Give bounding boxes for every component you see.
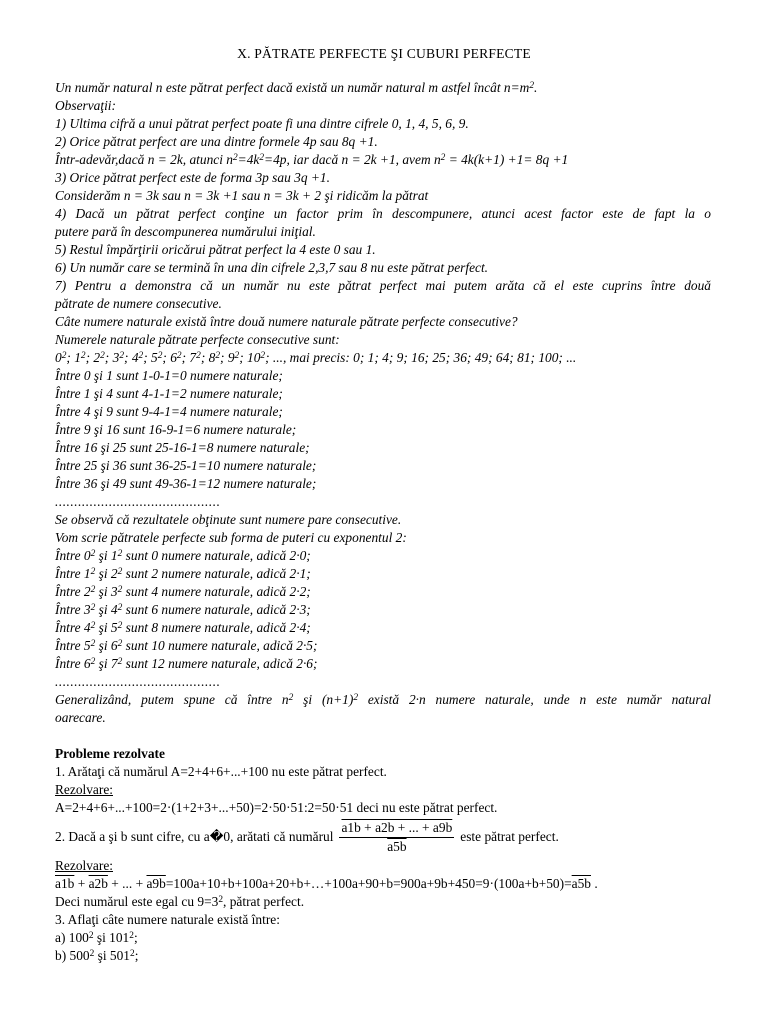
observation-even: Se observă că rezultatele obţinute sunt numere pare consecutive. [55, 512, 402, 527]
separator: ; [85, 350, 94, 365]
solution-label-2: Rezolvare: [55, 858, 113, 873]
between-line: Între 4 şi 9 sunt 9-4-1=4 numere naturale; [55, 404, 283, 419]
superscript: 2 [234, 350, 240, 361]
text: şi [95, 656, 111, 671]
observation-2-proof [55, 151, 711, 169]
superscript: 2 [90, 584, 96, 595]
power-line [55, 583, 711, 601]
power-base: 2 [83, 584, 91, 599]
superscript: 2 [61, 350, 67, 361]
problem-2-solution [55, 875, 711, 893]
page-title: X. PĂTRATE PERFECTE ŞI CUBURI PERFECTE [237, 46, 531, 61]
text: sunt 10 numere naturale, adică 2·5; [122, 638, 318, 653]
power-base: 3 [110, 584, 118, 599]
powers-intro: Vom scrie pătratele perfecte sub forma de puteri cu exponentul 2: [55, 530, 407, 545]
square-base: 8 [208, 350, 216, 365]
overlined-number: a1b [55, 876, 75, 891]
superscript: 2 [117, 548, 123, 559]
power-base: 0 [83, 548, 91, 563]
superscript: 2 [215, 350, 221, 361]
square-base: 7 [189, 350, 197, 365]
superscript: 2 [117, 656, 123, 667]
text: 0, arătati că numărul [223, 829, 334, 844]
fraction [339, 819, 454, 856]
superscript: 2 [117, 566, 123, 577]
text: şi [95, 566, 111, 581]
text: este pătrat perfect. [460, 829, 559, 844]
problem-2 [55, 817, 711, 857]
text: şi 101 [93, 930, 130, 945]
square-base: 9 [227, 350, 235, 365]
document-body [55, 79, 711, 965]
text: sunt 8 numere naturale, adică 2·4; [122, 620, 311, 635]
generalization-line1 [55, 691, 711, 709]
power-base: 3 [83, 602, 91, 617]
superscript: 2 [100, 350, 105, 361]
text: a) 100 [55, 930, 89, 945]
between-list [55, 367, 711, 493]
power-line [55, 565, 711, 583]
text: =4k [237, 152, 260, 167]
power-base: 7 [110, 656, 118, 671]
superscript: 2 [218, 894, 224, 905]
square-base: 4 [131, 350, 139, 365]
observation-1: 1) Ultima cifră a unui pătrat perfect poate fi una dintre cifrele 0, 1, 4, 5, 6, 9. [55, 116, 469, 131]
superscript: 2 [90, 656, 96, 667]
dots-separator-2: ........................................... [55, 674, 221, 689]
text: ; [134, 948, 139, 963]
text: Între [55, 620, 84, 635]
text: şi [95, 602, 111, 617]
power-line [55, 601, 711, 619]
text: , pătrat perfect. [223, 894, 305, 909]
definition [55, 79, 711, 97]
square-base: 5 [151, 350, 158, 365]
power-line [55, 547, 711, 565]
superscript: 2 [90, 566, 96, 577]
separator: ; [162, 350, 171, 365]
powers-list [55, 547, 711, 673]
overlined-number: a5b [571, 876, 591, 891]
text: Între [55, 584, 84, 599]
superscript: 2 [138, 350, 144, 361]
text: Între [55, 638, 84, 653]
superscript: 2 [130, 948, 135, 959]
power-base: 6 [110, 638, 118, 653]
square-base: 1 [74, 350, 81, 365]
between-line: Între 9 şi 16 sunt 16-9-1=6 numere naturale; [55, 422, 297, 437]
problem-2-conclusion [55, 893, 711, 911]
text: = 4k(k+1) +1= 8q +1 [445, 152, 569, 167]
superscript: 2 [259, 152, 265, 163]
power-base: 5 [83, 638, 91, 653]
power-line [55, 655, 711, 673]
problem-3: 3. Aflaţi câte numere naturale există între: [55, 912, 280, 927]
separator: ; [104, 350, 113, 365]
text: sunt 6 numere naturale, adică 2·3; [122, 602, 311, 617]
between-line: Între 25 şi 36 sunt 36-25-1=10 numere naturale; [55, 458, 317, 473]
superscript: 2 [80, 350, 86, 361]
observation-2: 2) Orice pătrat perfect are una dintre formele 4p sau 8q +1. [55, 134, 378, 149]
superscript: 2 [353, 692, 358, 703]
text: + ... + [107, 876, 147, 891]
square-base: 10 [247, 350, 261, 365]
text: sunt 4 numere naturale, adică 2·2; [122, 584, 311, 599]
text: Între [55, 566, 84, 581]
observation-3-proof: Considerăm n = 3k sau n = 3k +1 sau n = 3k + 2 şi ridicăm la pătrat [55, 188, 429, 203]
text: + [74, 876, 89, 891]
observation-6: 6) Un număr care se termină în una din cifrele 2,3,7 sau 8 nu este pătrat perfect. [55, 260, 489, 275]
separator: ; [66, 350, 75, 365]
between-line: Între 16 şi 25 sunt 25-16-1=8 numere naturale; [55, 440, 310, 455]
superscript: 2 [90, 548, 96, 559]
power-base: 4 [83, 620, 91, 635]
power-line [55, 619, 711, 637]
problem-1-solution: A=2+4+6+...+100=2·(1+2+3+...+50)=2·50·51:2=50·51 deci nu este pătrat perfect. [55, 800, 498, 815]
observation-3: 3) Orice pătrat perfect este de forma 3p sau 3q +1. [55, 170, 330, 185]
generalization-line2: oarecare. [55, 710, 106, 725]
fraction-numerator: a1b + a2b + ... + a9b [339, 819, 454, 838]
square-base: 2 [93, 350, 101, 365]
question-consecutive: Câte numere naturale există între două numere naturale pătrate perfecte consecutive? [55, 314, 518, 329]
text: Între [55, 656, 84, 671]
power-base: 1 [83, 566, 91, 581]
superscript: 2 [117, 584, 123, 595]
observation-4-line1: 4) Dacă un pătrat perfect conţine un factor prim în descompunere, atunci acest factor este de fapt la o [55, 206, 711, 221]
text: sunt 2 numere naturale, adică 2·1; [122, 566, 311, 581]
observation-5: 5) Restul împărţirii oricărui pătrat perfect la 4 este 0 sau 1. [55, 242, 376, 257]
squares-tail: ; ..., mai precis: 0; 1; 4; 9; 16; 25; 36; 49; 64; 81; 100; ... [265, 350, 577, 365]
superscript: 2 [117, 620, 123, 631]
text: sunt 12 numere naturale, adică 2·6; [122, 656, 318, 671]
superscript: 2 [88, 930, 94, 941]
separator: ; [124, 350, 132, 365]
text: . [590, 876, 598, 891]
text: Într-adevăr,dacă n = 2k, atunci n [55, 152, 233, 167]
text: 2. Dacă a şi b sunt cifre, cu a [55, 829, 210, 844]
separator: ; [239, 350, 248, 365]
definition-end: . [534, 80, 538, 95]
overlined-number: a2b [88, 876, 108, 891]
problem-3a [55, 929, 711, 947]
between-line: Între 0 şi 1 sunt 1-0-1=0 numere naturale; [55, 368, 283, 383]
superscript: 2 [260, 350, 266, 361]
superscript: 2 [232, 152, 238, 163]
superscript: 2 [90, 602, 96, 613]
separator: ; [181, 350, 190, 365]
superscript: 2 [440, 152, 446, 163]
problem-1: 1. Arătaţi că numărul A=2+4+6+...+100 nu este pătrat perfect. [55, 764, 387, 779]
superscript: 2 [90, 638, 96, 649]
square-base: 3 [112, 350, 120, 365]
squares-intro: Numerele naturale pătrate perfecte consecutive sunt: [55, 332, 340, 347]
superscript: 2 [89, 948, 95, 959]
power-base: 4 [110, 602, 118, 617]
text: Între [55, 602, 84, 617]
fraction-denominator: a5b [387, 838, 407, 854]
text: =100a+10+b+100a+20+b+…+100a+90+b=900a+9b+450=9·(100a+b+50)= [165, 876, 572, 891]
text: Între [55, 548, 84, 563]
text: ; [133, 930, 138, 945]
power-base: 1 [110, 548, 118, 563]
text: există 2·n numere naturale, unde n este număr natural [358, 692, 712, 707]
power-base: 6 [83, 656, 91, 671]
between-line: Între 36 şi 49 sunt 49-36-1=12 numere naturale; [55, 476, 317, 491]
superscript: 2 [129, 930, 134, 941]
between-line: Între 1 şi 4 sunt 4-1-1=2 numere naturale; [55, 386, 283, 401]
overlined-number: a9b [146, 876, 166, 891]
text: şi [95, 548, 111, 563]
text: =4p, iar dacă n = 2k +1, avem n [264, 152, 441, 167]
superscript: 2 [117, 602, 123, 613]
definition-text: Un număr natural n este pătrat perfect dacă există un număr natural m astfel încât n=m [55, 80, 530, 95]
superscript: 2 [119, 350, 124, 361]
observation-7-line1: 7) Pentru a demonstra că un număr nu este pătrat perfect mai putem arăta că el este cuprins între două [55, 278, 711, 293]
solved-problems-heading: Probleme rezolvate [55, 746, 165, 761]
solution-label-1: Rezolvare: [55, 782, 113, 797]
observations-heading: Observaţii: [55, 98, 116, 113]
square-base: 6 [170, 350, 177, 365]
separator: ; [143, 350, 152, 365]
superscript: 2 [196, 350, 201, 361]
dots-separator: ........................................... [55, 494, 221, 509]
observation-7-line2: pătrate de numere consecutive. [55, 296, 222, 311]
text: şi (n+1) [293, 692, 354, 707]
text: şi 501 [94, 948, 130, 963]
power-base: 5 [110, 620, 118, 635]
text: b) 500 [55, 948, 90, 963]
text: Deci numărul este egal cu 9=3 [55, 894, 219, 909]
superscript: 2 [157, 350, 163, 361]
text: sunt 0 numere naturale, adică 2·0; [122, 548, 311, 563]
separator: ; [200, 350, 209, 365]
text: şi [95, 638, 111, 653]
not-equal-glyph: � [209, 829, 224, 844]
superscript: 2 [529, 80, 535, 91]
separator: ; [220, 350, 228, 365]
problem-3b [55, 947, 711, 965]
power-line [55, 637, 711, 655]
squares-list [55, 349, 711, 367]
power-base: 2 [110, 566, 118, 581]
text: şi [95, 620, 111, 635]
superscript: 2 [288, 692, 294, 703]
spacer [55, 727, 711, 745]
observation-4-line2: putere pară în descompunerea numărului iniţial. [55, 224, 316, 239]
superscript: 2 [117, 638, 123, 649]
superscript: 2 [176, 350, 182, 361]
text: şi [95, 584, 111, 599]
superscript: 2 [90, 620, 96, 631]
square-base: 0 [55, 350, 62, 365]
text: Generalizând, putem spune că între n [55, 692, 289, 707]
